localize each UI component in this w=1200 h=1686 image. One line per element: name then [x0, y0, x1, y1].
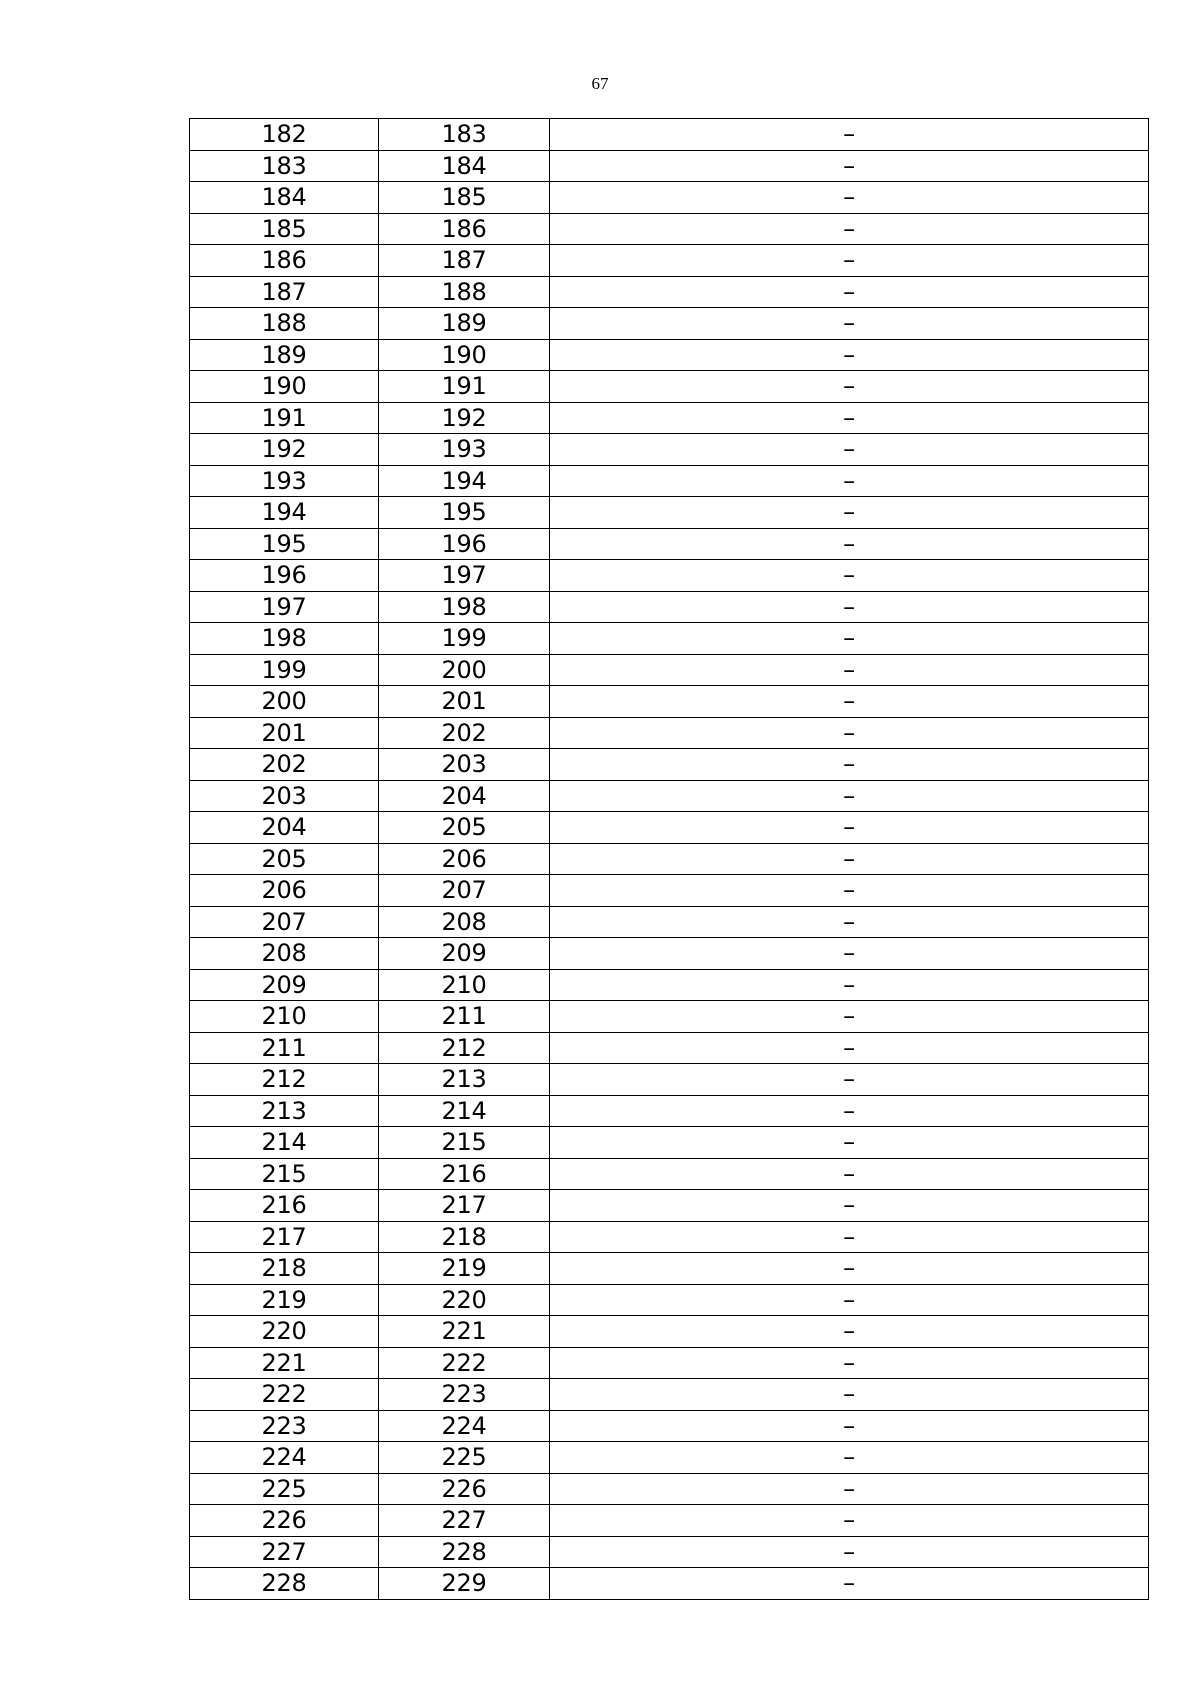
value-cell: –: [550, 749, 1149, 781]
value-cell: –: [550, 1190, 1149, 1222]
value-cell: –: [550, 1410, 1149, 1442]
table-row: [190, 1127, 1149, 1159]
from-cell: 214: [190, 1127, 379, 1159]
value-cell: –: [550, 308, 1149, 340]
table-row: [190, 623, 1149, 655]
table-row: [190, 339, 1149, 371]
from-cell: 200: [190, 686, 379, 718]
value-cell: –: [550, 1536, 1149, 1568]
from-cell: 203: [190, 780, 379, 812]
table-row: [190, 1347, 1149, 1379]
value-cell: –: [550, 938, 1149, 970]
to-cell: 213: [379, 1064, 550, 1096]
to-cell: 189: [379, 308, 550, 340]
value-cell: –: [550, 213, 1149, 245]
table-row: [190, 560, 1149, 592]
from-cell: 184: [190, 182, 379, 214]
table-row: [190, 465, 1149, 497]
table-row: [190, 749, 1149, 781]
table-row: [190, 717, 1149, 749]
table-row: [190, 875, 1149, 907]
to-cell: 224: [379, 1410, 550, 1442]
to-cell: 183: [379, 119, 550, 151]
from-cell: 213: [190, 1095, 379, 1127]
table-row: [190, 1284, 1149, 1316]
table-row: [190, 213, 1149, 245]
value-cell: –: [550, 1001, 1149, 1033]
value-cell: –: [550, 812, 1149, 844]
value-cell: –: [550, 717, 1149, 749]
to-cell: 202: [379, 717, 550, 749]
value-cell: –: [550, 969, 1149, 1001]
value-cell: –: [550, 875, 1149, 907]
from-cell: 227: [190, 1536, 379, 1568]
table-row: [190, 906, 1149, 938]
to-cell: 217: [379, 1190, 550, 1222]
from-cell: 209: [190, 969, 379, 1001]
table-row: [190, 1158, 1149, 1190]
from-cell: 189: [190, 339, 379, 371]
value-cell: –: [550, 1158, 1149, 1190]
table-row: [190, 434, 1149, 466]
value-cell: –: [550, 1568, 1149, 1600]
value-cell: –: [550, 654, 1149, 686]
from-cell: 190: [190, 371, 379, 403]
to-cell: 229: [379, 1568, 550, 1600]
to-cell: 218: [379, 1221, 550, 1253]
table-row: [190, 1473, 1149, 1505]
data-table: [189, 118, 1149, 1600]
value-cell: –: [550, 591, 1149, 623]
to-cell: 206: [379, 843, 550, 875]
to-cell: 204: [379, 780, 550, 812]
table-row: [190, 1221, 1149, 1253]
value-cell: –: [550, 371, 1149, 403]
value-cell: –: [550, 245, 1149, 277]
to-cell: 216: [379, 1158, 550, 1190]
from-cell: 182: [190, 119, 379, 151]
to-cell: 208: [379, 906, 550, 938]
value-cell: –: [550, 1064, 1149, 1096]
value-cell: –: [550, 1284, 1149, 1316]
table-row: [190, 402, 1149, 434]
value-cell: –: [550, 1032, 1149, 1064]
from-cell: 225: [190, 1473, 379, 1505]
to-cell: 215: [379, 1127, 550, 1159]
table-row: [190, 1001, 1149, 1033]
to-cell: 221: [379, 1316, 550, 1348]
table-row: [190, 1253, 1149, 1285]
to-cell: 220: [379, 1284, 550, 1316]
from-cell: 192: [190, 434, 379, 466]
value-cell: –: [550, 686, 1149, 718]
value-cell: –: [550, 339, 1149, 371]
table-body: [190, 119, 1149, 1600]
table-row: [190, 1032, 1149, 1064]
from-cell: 221: [190, 1347, 379, 1379]
value-cell: –: [550, 906, 1149, 938]
table-row: [190, 812, 1149, 844]
from-cell: 195: [190, 528, 379, 560]
table-row: [190, 497, 1149, 529]
value-cell: –: [550, 843, 1149, 875]
table-row: [190, 1095, 1149, 1127]
table-row: [190, 1379, 1149, 1411]
table-row: [190, 182, 1149, 214]
from-cell: 211: [190, 1032, 379, 1064]
value-cell: –: [550, 434, 1149, 466]
table-row: [190, 150, 1149, 182]
to-cell: 211: [379, 1001, 550, 1033]
from-cell: 226: [190, 1505, 379, 1537]
value-cell: –: [550, 1473, 1149, 1505]
to-cell: 225: [379, 1442, 550, 1474]
from-cell: 188: [190, 308, 379, 340]
from-cell: 194: [190, 497, 379, 529]
value-cell: –: [550, 528, 1149, 560]
to-cell: 190: [379, 339, 550, 371]
to-cell: 199: [379, 623, 550, 655]
from-cell: 191: [190, 402, 379, 434]
value-cell: –: [550, 1316, 1149, 1348]
table-row: [190, 1064, 1149, 1096]
from-cell: 228: [190, 1568, 379, 1600]
to-cell: 193: [379, 434, 550, 466]
from-cell: 193: [190, 465, 379, 497]
value-cell: –: [550, 1347, 1149, 1379]
value-cell: –: [550, 623, 1149, 655]
from-cell: 205: [190, 843, 379, 875]
value-cell: –: [550, 1095, 1149, 1127]
table-row: [190, 276, 1149, 308]
value-cell: –: [550, 150, 1149, 182]
to-cell: 192: [379, 402, 550, 434]
from-cell: 186: [190, 245, 379, 277]
from-cell: 198: [190, 623, 379, 655]
from-cell: 199: [190, 654, 379, 686]
table-row: [190, 528, 1149, 560]
to-cell: 191: [379, 371, 550, 403]
page-number: 67: [591, 74, 609, 93]
value-cell: –: [550, 276, 1149, 308]
table-row: [190, 1442, 1149, 1474]
value-cell: –: [550, 1127, 1149, 1159]
to-cell: 194: [379, 465, 550, 497]
to-cell: 226: [379, 1473, 550, 1505]
value-cell: –: [550, 182, 1149, 214]
to-cell: 223: [379, 1379, 550, 1411]
to-cell: 188: [379, 276, 550, 308]
from-cell: 204: [190, 812, 379, 844]
from-cell: 202: [190, 749, 379, 781]
table-row: [190, 686, 1149, 718]
to-cell: 187: [379, 245, 550, 277]
from-cell: 207: [190, 906, 379, 938]
table-row: [190, 780, 1149, 812]
to-cell: 222: [379, 1347, 550, 1379]
table-row: [190, 371, 1149, 403]
table-row: [190, 843, 1149, 875]
from-cell: 196: [190, 560, 379, 592]
table-row: [190, 969, 1149, 1001]
value-cell: –: [550, 402, 1149, 434]
value-cell: –: [550, 1442, 1149, 1474]
value-cell: –: [550, 1505, 1149, 1537]
to-cell: 219: [379, 1253, 550, 1285]
from-cell: 206: [190, 875, 379, 907]
table-row: [190, 308, 1149, 340]
from-cell: 217: [190, 1221, 379, 1253]
to-cell: 196: [379, 528, 550, 560]
value-cell: –: [550, 119, 1149, 151]
to-cell: 201: [379, 686, 550, 718]
to-cell: 186: [379, 213, 550, 245]
table-row: [190, 1316, 1149, 1348]
table-row: [190, 1190, 1149, 1222]
to-cell: 228: [379, 1536, 550, 1568]
to-cell: 210: [379, 969, 550, 1001]
to-cell: 214: [379, 1095, 550, 1127]
from-cell: 215: [190, 1158, 379, 1190]
to-cell: 209: [379, 938, 550, 970]
to-cell: 207: [379, 875, 550, 907]
table-row: [190, 1536, 1149, 1568]
table-row: [190, 591, 1149, 623]
to-cell: 197: [379, 560, 550, 592]
value-cell: –: [550, 560, 1149, 592]
from-cell: 208: [190, 938, 379, 970]
table-row: [190, 1505, 1149, 1537]
table-row: [190, 938, 1149, 970]
from-cell: 210: [190, 1001, 379, 1033]
to-cell: 198: [379, 591, 550, 623]
from-cell: 222: [190, 1379, 379, 1411]
table-row: [190, 119, 1149, 151]
from-cell: 223: [190, 1410, 379, 1442]
from-cell: 224: [190, 1442, 379, 1474]
from-cell: 216: [190, 1190, 379, 1222]
from-cell: 220: [190, 1316, 379, 1348]
value-cell: –: [550, 1253, 1149, 1285]
to-cell: 203: [379, 749, 550, 781]
value-cell: –: [550, 780, 1149, 812]
from-cell: 219: [190, 1284, 379, 1316]
from-cell: 183: [190, 150, 379, 182]
value-cell: –: [550, 465, 1149, 497]
from-cell: 212: [190, 1064, 379, 1096]
table-row: [190, 654, 1149, 686]
to-cell: 184: [379, 150, 550, 182]
from-cell: 197: [190, 591, 379, 623]
to-cell: 212: [379, 1032, 550, 1064]
table-row: [190, 245, 1149, 277]
value-cell: –: [550, 497, 1149, 529]
to-cell: 205: [379, 812, 550, 844]
to-cell: 227: [379, 1505, 550, 1537]
value-cell: –: [550, 1379, 1149, 1411]
table-row: [190, 1410, 1149, 1442]
value-cell: –: [550, 1221, 1149, 1253]
from-cell: 185: [190, 213, 379, 245]
from-cell: 187: [190, 276, 379, 308]
to-cell: 195: [379, 497, 550, 529]
to-cell: 185: [379, 182, 550, 214]
table-row: [190, 1568, 1149, 1600]
to-cell: 200: [379, 654, 550, 686]
from-cell: 201: [190, 717, 379, 749]
from-cell: 218: [190, 1253, 379, 1285]
